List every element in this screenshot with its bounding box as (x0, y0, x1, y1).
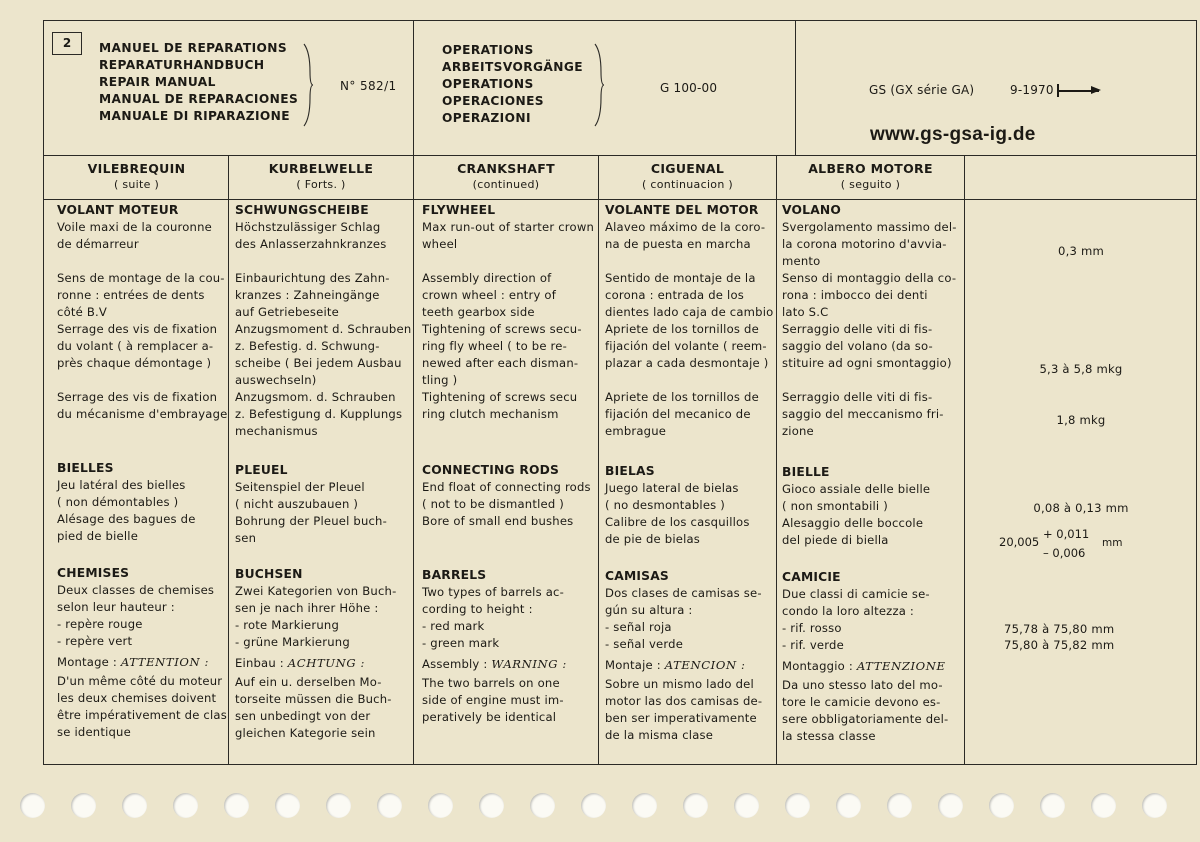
binder-hole (173, 793, 198, 818)
binder-holes (0, 790, 1200, 820)
rods-it: BIELLE Gioco assiale delle bielle ( non smontabili ) Alesaggio delle boccole del piede di biella (782, 465, 931, 547)
barrels-fr: CHEMISES Deux classes de chemises selon leur hauteur : - repère rouge - repère vert Montage : ATTENTION : D'un même côté du moteur les deux chemises doivent être impérativement de clas se identique (57, 566, 227, 739)
header-divider (413, 20, 414, 155)
binder-hole (428, 793, 453, 818)
binder-hole (1142, 793, 1167, 818)
header-divider (795, 20, 796, 155)
column-divider (776, 155, 777, 765)
page-number: 2 (52, 32, 82, 55)
manual-number: N° 582/1 (340, 79, 397, 93)
column-header-rule (43, 199, 1197, 200)
model-label: GS (GX série GA) (869, 83, 975, 97)
rods-de: PLEUEL Seitenspiel der Pleuel ( nicht auszubauen ) Bohrung der Pleuel buch- sen (235, 463, 387, 545)
value-rod-float: 0,08 à 0,13 mm (1033, 501, 1129, 515)
rods-es: BIELAS Juego lateral de bielas ( no desmontables ) Calibre de los casquillos de pie de bielas (605, 464, 750, 546)
flywheel-it: VOLANO Svergolamento massimo del- la corona motorino d'avvia- mento Senso di montaggio della co- rona : imbocco dei denti lato S.C Serraggio delle viti di fis- saggio del volano (da so- stituire ad ogni smontaggio) Serraggio delle viti di fis- saggio del meccanismo fri- zione (782, 203, 957, 438)
binder-hole (734, 793, 759, 818)
binder-hole (326, 793, 351, 818)
binder-hole (71, 793, 96, 818)
value-barrel-green: 75,80 à 75,82 mm (1004, 638, 1115, 652)
column-divider (228, 155, 229, 765)
value-bore-tol-plus: + 0,011 (1043, 527, 1090, 541)
binder-hole (989, 793, 1014, 818)
flywheel-fr: VOLANT MOTEUR Voile maxi de la couronne de démarreur Sens de montage de la cou- ronne : entrées de dents côté B.V Serrage des vis de fixation du volant ( à remplacer a- près chaque démontage ) Serrage des vis de fixation du mécanisme d'embrayage (57, 203, 228, 421)
binder-hole (275, 793, 300, 818)
binder-hole (1091, 793, 1116, 818)
rods-en: CONNECTING RODS End float of connecting rods ( not to be dismantled ) Bore of small end bushes (422, 463, 591, 528)
date-label: 9-1970 (1010, 83, 1054, 97)
value-clutch-torque: 1,8 mkg (1056, 413, 1106, 427)
barrels-de: BUCHSEN Zwei Kategorien von Buch- sen je nach ihrer Höhe : - rote Markierung - grüne Markierung Einbau : ACHTUNG : Auf ein u. derselben Mo- torseite müssen die Buch- sen unbedingt von der gleichen Kategorie sein (235, 567, 397, 740)
flywheel-de: SCHWUNGSCHEIBE Höchstzulässiger Schlag des Anlasserzahnkranzes Einbaurichtung des Zahn- kranzes : Zahneingänge auf Getriebeseite Anzugsmoment d. Schrauben z. Befestig. d. Schwung- scheibe ( Bei jedem Ausbau auswechseln) Anzugsmom. d. Schrauben z. Befestigung d. Kupplungs mechanismus (235, 203, 412, 438)
header-rule (43, 155, 1197, 156)
value-crown-runout: 0,3 mm (1058, 244, 1104, 258)
binder-hole (479, 793, 504, 818)
value-flywheel-torque: 5,3 à 5,8 mkg (1039, 362, 1123, 376)
column-header-it: ALBERO MOTORE ( seguito ) (808, 161, 933, 191)
column-header-de: KURBELWELLE ( Forts. ) (268, 161, 374, 191)
binder-hole (122, 793, 147, 818)
binder-hole (632, 793, 657, 818)
binder-hole (785, 793, 810, 818)
manual-titles: MANUEL DE REPARATIONS REPARATURHANDBUCH REPAIR MANUAL MANUAL DE REPARACIONES MANUALE DI RIPARAZIONE (99, 41, 299, 123)
column-divider (598, 155, 599, 765)
binder-hole (377, 793, 402, 818)
operations-titles: OPERATIONS ARBEITSVORGÄNGE OPERATIONS OPERACIONES OPERAZIONI (442, 43, 583, 125)
column-divider (413, 155, 414, 765)
binder-hole (581, 793, 606, 818)
column-header-en: CRANKSHAFT (continued) (457, 161, 555, 191)
column-header-fr: VILEBREQUIN ( suite ) (87, 161, 186, 191)
barrels-it: CAMICIE Due classi di camicie se- condo la loro altezza : - rif. rosso - rif. verde Montaggio : ATTENZIONE Da uno stesso lato del mo- tore le camicie devono es- sere obbligatoriamente del- la stessa classe (782, 570, 949, 743)
column-header-es: CIGUENAL ( continuacion ) (642, 161, 733, 191)
value-barrel-red: 75,78 à 75,80 mm (1004, 622, 1115, 636)
brace-icon (302, 42, 314, 128)
binder-hole (530, 793, 555, 818)
value-bore-unit: mm (1102, 537, 1123, 549)
binder-hole (836, 793, 861, 818)
rods-fr: BIELLES Jeu latéral des bielles ( non démontables ) Alésage des bagues de pied de bielle (57, 461, 196, 543)
barrels-es: CAMISAS Dos clases de camisas se- gún su altura : - señal roja - señal verde Montaje : ATENCION : Sobre un mismo lado del motor las dos camisas de- ben ser imperativamente de la misma clase (605, 569, 763, 742)
flywheel-es: VOLANTE DEL MOTOR Alaveo máximo de la coro- na de puesta en marcha Sentido de montaje de la corona : entrada de los dientes lado caja de cambio Apriete de los tornillos de fijación del volante ( reem- plazar a cada desmontaje ) Apriete de los tornillos de fijación del mecanico de embrague (605, 203, 774, 438)
binder-hole (224, 793, 249, 818)
brace-icon (593, 42, 605, 128)
binder-hole (1040, 793, 1065, 818)
operation-code: G 100-00 (660, 81, 718, 95)
watermark-url[interactable]: www.gs-gsa-ig.de (870, 124, 1036, 145)
flywheel-en: FLYWHEEL Max run-out of starter crown wheel Assembly direction of crown wheel : entry of teeth gearbox side Tightening of screws secu- ring fly wheel ( to be re- newed after each disman- tling ) Tightening of screws secu ring clutch mechanism (422, 203, 595, 421)
value-bore-base: 20,005 (999, 535, 1040, 549)
binder-hole (938, 793, 963, 818)
binder-hole (20, 793, 45, 818)
binder-hole (887, 793, 912, 818)
binder-hole (683, 793, 708, 818)
value-bore-tol-minus: – 0,006 (1043, 546, 1086, 560)
barrels-en: BARRELS Two types of barrels ac- cording to height : - red mark - green mark Assembly : WARNING : The two barrels on one side of engine must im- peratively be identical (422, 568, 567, 724)
arrow-right-icon (1057, 90, 1099, 92)
